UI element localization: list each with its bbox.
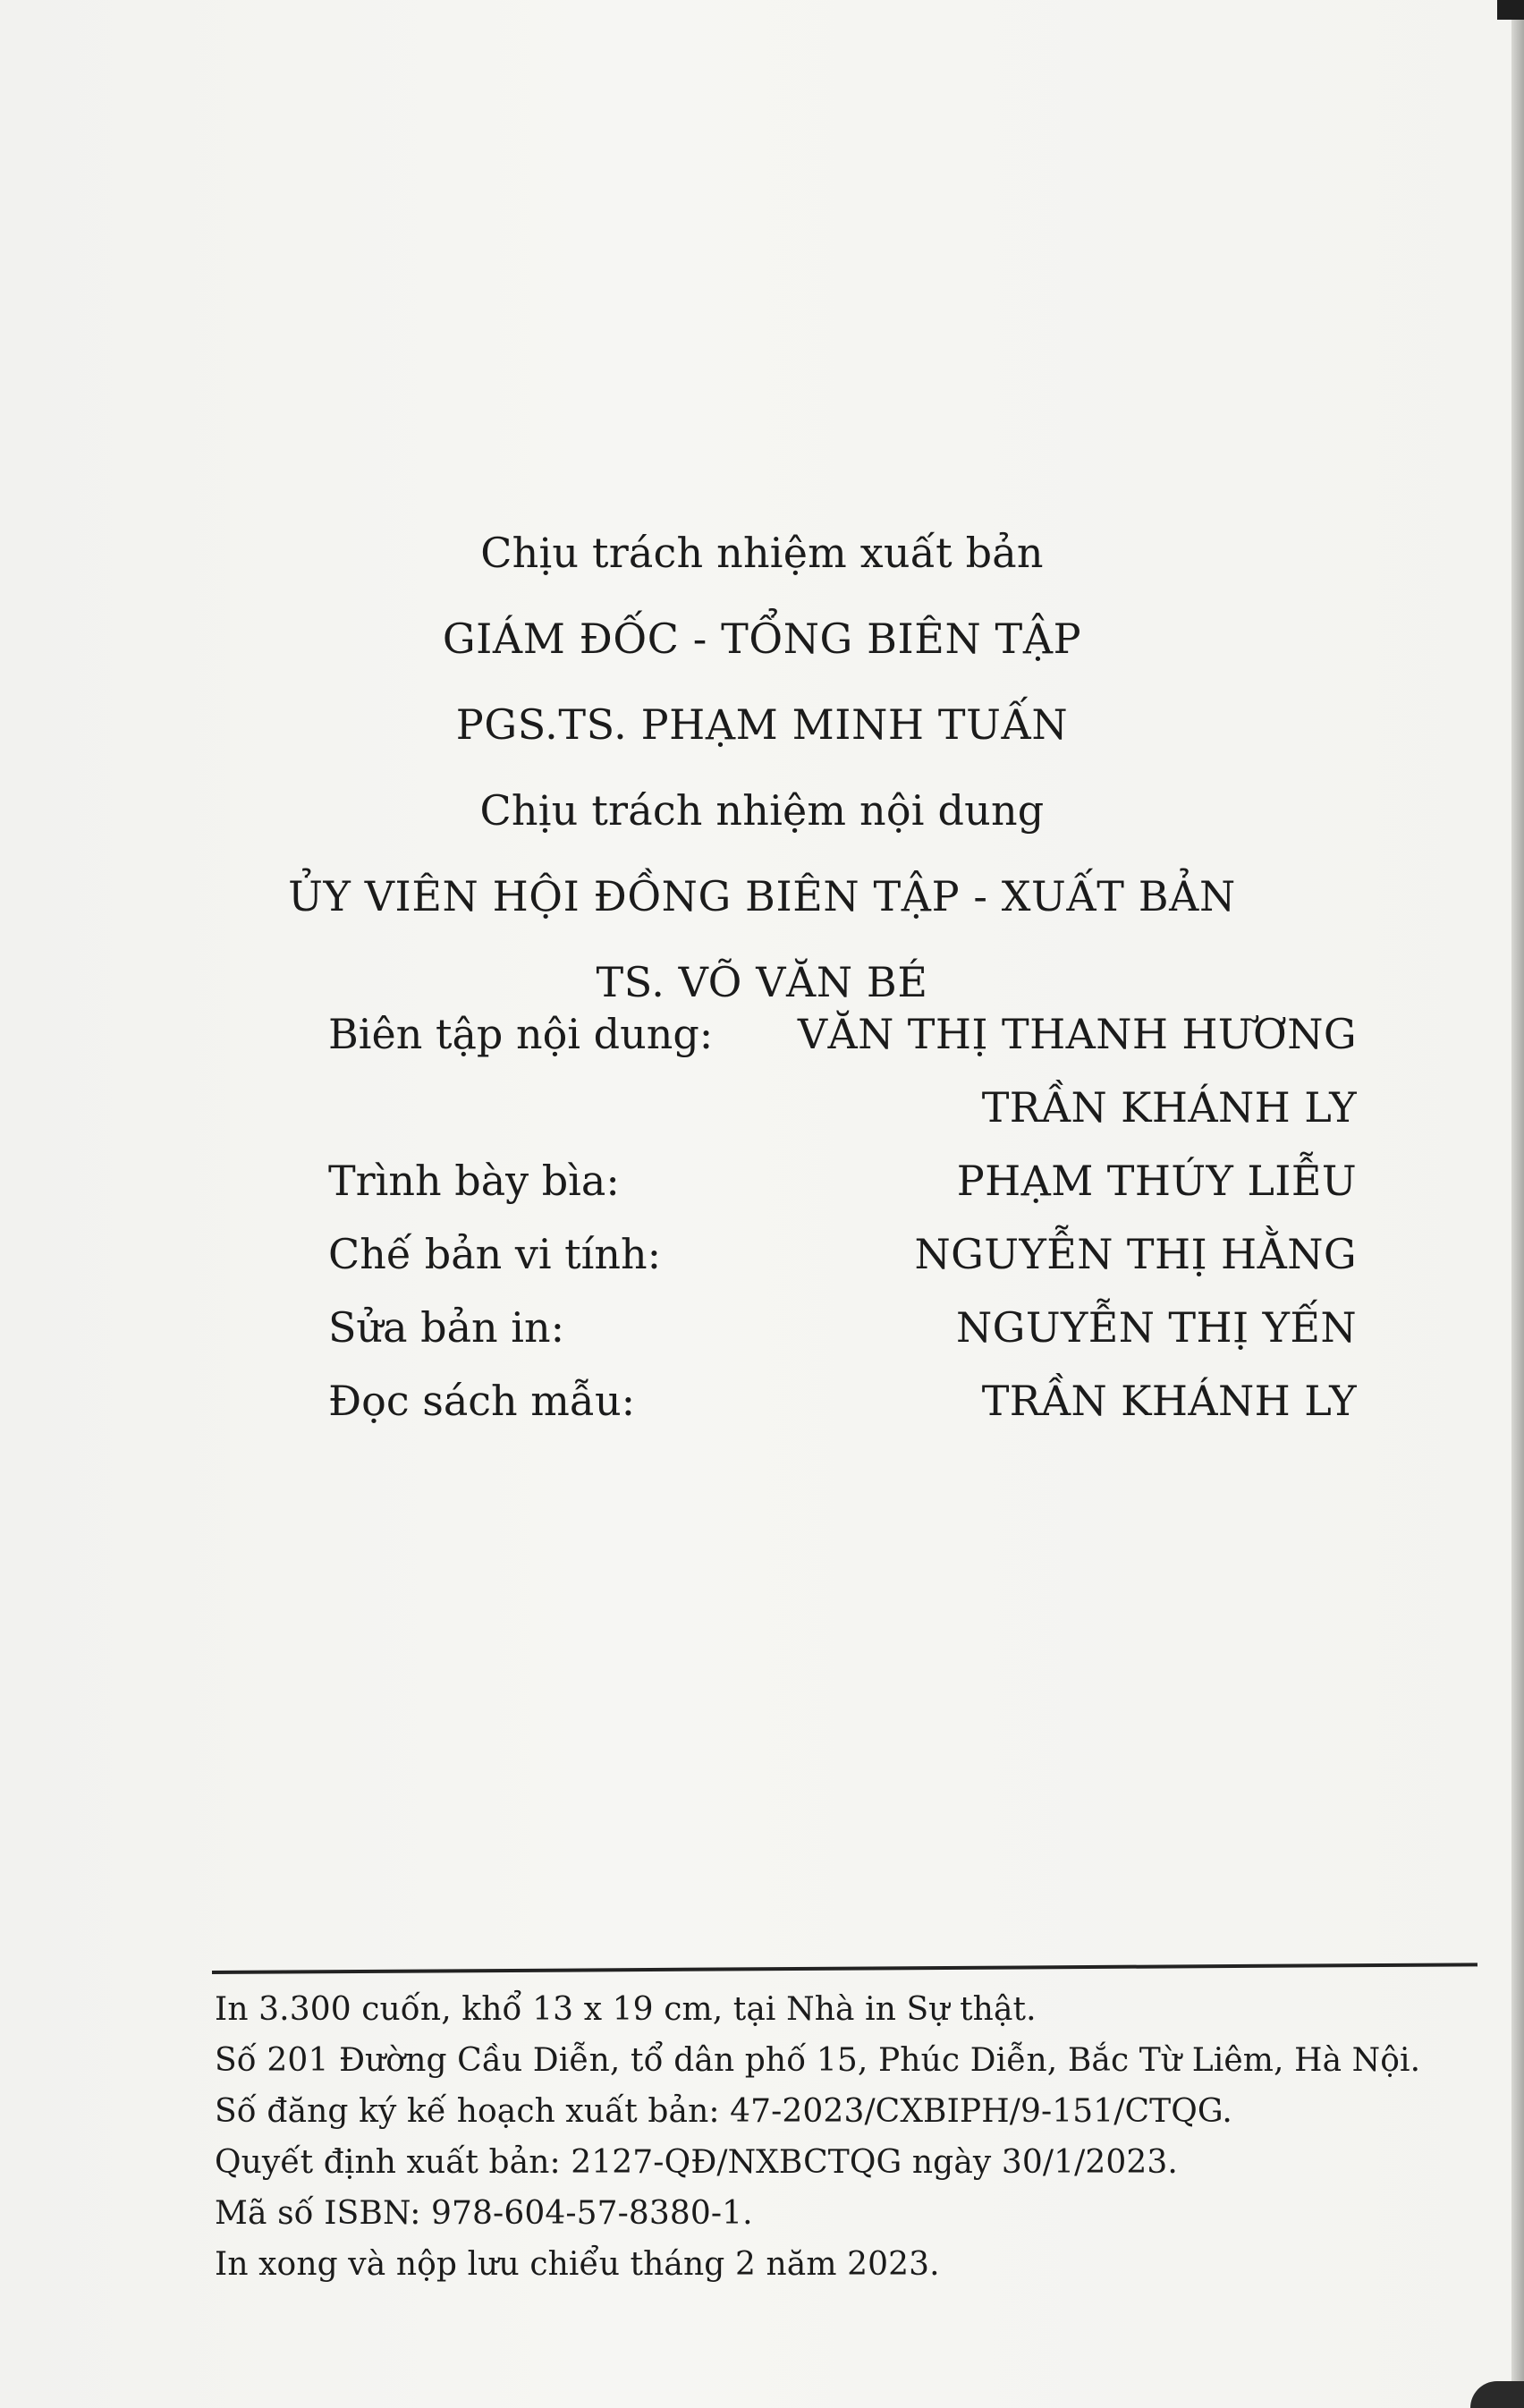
staff-name: TRẦN KHÁNH LY <box>981 1377 1357 1425</box>
staff-name: VĂN THỊ THANH HƯƠNG <box>797 1010 1357 1058</box>
staff-name: TRẦN KHÁNH LY <box>981 1083 1357 1132</box>
page-edge-shadow <box>1511 0 1524 2408</box>
staff-name: PHẠM THÚY LIỄU <box>956 1157 1357 1205</box>
legal-deposit-line: In xong và nộp lưu chiểu tháng 2 năm 2023. <box>215 2246 940 2283</box>
publishing-responsibility-person: PGS.TS. PHẠM MINH TUẤN <box>455 700 1069 749</box>
printer-address-line: Số 201 Đường Cầu Diễn, tổ dân phố 15, Phúc Diễn, Bắc Từ Liêm, Hà Nội. <box>215 2042 1421 2079</box>
publishing-decision-line: Quyết định xuất bản: 2127-QĐ/NXBCTQG ngày 30/1/2023. <box>215 2144 1178 2181</box>
staff-role: Trình bày bìa: <box>328 1157 620 1205</box>
staff-row <box>328 1217 1357 1291</box>
content-responsibility-title: ỦY VIÊN HỘI ĐỒNG BIÊN TẬP - XUẤT BẢN <box>288 872 1236 920</box>
content-responsibility-heading: Chịu trách nhiệm nội dung <box>479 786 1045 835</box>
responsibility-block <box>0 510 1524 1025</box>
imprint-divider <box>212 1963 1477 1974</box>
staff-name: NGUYỄN THỊ HẰNG <box>914 1230 1357 1278</box>
imprint-block <box>215 1984 1503 2290</box>
staff-role: Biên tập nội dung: <box>328 1010 714 1058</box>
staff-name: NGUYỄN THỊ YẾN <box>956 1303 1357 1352</box>
scan-corner-top <box>1497 0 1524 20</box>
staff-role: Chế bản vi tính: <box>328 1230 662 1278</box>
print-run-line: In 3.300 cuốn, khổ 13 x 19 cm, tại Nhà in Sự thật. <box>215 1991 1037 2028</box>
staff-row <box>328 997 1357 1071</box>
staff-row <box>328 1144 1357 1217</box>
publishing-plan-line: Số đăng ký kế hoạch xuất bản: 47-2023/CXBIPH/9-151/CTQG. <box>215 2093 1232 2130</box>
isbn-line: Mã số ISBN: 978-604-57-8380-1. <box>215 2195 753 2232</box>
staff-row <box>328 1071 1357 1144</box>
content-responsibility-person: TS. VÕ VĂN BÉ <box>596 958 928 1006</box>
staff-row <box>328 1291 1357 1364</box>
staff-role: Sửa bản in: <box>328 1303 565 1352</box>
publishing-responsibility-heading: Chịu trách nhiệm xuất bản <box>480 529 1044 577</box>
staff-row <box>328 1364 1357 1437</box>
staff-role: Đọc sách mẫu: <box>328 1377 636 1425</box>
staff-credits <box>328 997 1357 1437</box>
publishing-responsibility-title: GIÁM ĐỐC - TỔNG BIÊN TẬP <box>442 615 1082 663</box>
scan-corner-bottom <box>1470 2381 1524 2408</box>
